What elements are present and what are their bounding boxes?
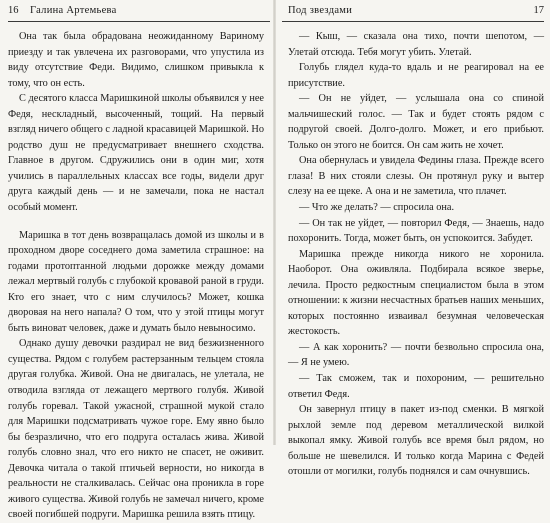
paragraph: — Он не уйдет, — услышала она со спиной мальчишеский голос. — Так и будет стоять рядом с подругой своей. Долго-долго. Может, и его прибьют. Только он этого не боится. Он сам жить не хочет. bbox=[288, 93, 544, 151]
left-page-text bbox=[8, 29, 270, 523]
paragraph: Она обернулась и увидела Федины глаза. Прежде всего глаза! В них стояли слезы. Он протянул руку и вытер слезу на ее щеке. А она и не заметила, что плачет. bbox=[288, 155, 544, 198]
right-page-text bbox=[282, 29, 544, 480]
left-page bbox=[8, 0, 270, 521]
paragraph: С десятого класса Маришкиной школы объявился у нее Федя, нескладный, высоченный, тощий. На первый взгляд ничего общего с ладной красавицей Маришкой. Но родство душ не предусматривает внешнего сходства. Главное в другом. Сдружились они в один миг, хотя учились в параллельных классах все годы, видели друг друга каждый день — и не замечали, пока не настал особый момент. bbox=[8, 93, 264, 214]
paragraph: Голубь глядел куда-то вдаль и не реагировал на ее присутствие. bbox=[288, 62, 544, 89]
left-page-number: 16 bbox=[8, 5, 19, 16]
paragraph: — Он так не уйдет, — повторил Федя, — Знаешь, надо похоронить. Тогда, может быть, он успокоится. Забудет. bbox=[288, 217, 544, 245]
paragraph: — Кыш, — сказала она тихо, почти шепотом, — Улетай отсюда. Тебя могут убить. Улетай. bbox=[288, 31, 544, 58]
book-gutter bbox=[273, 0, 276, 445]
right-page-number: 17 bbox=[533, 5, 544, 16]
right-page-header bbox=[282, 3, 544, 22]
paragraph: Она так была обрадована неожиданному Вариному приезду и так увлечена их разговорами, что упустила из виду отсутствие Феди. Видимо, слишком привыкла к тому, что он есть. bbox=[8, 31, 264, 89]
right-running-title: Под звездами bbox=[288, 5, 353, 16]
paragraph: — Что же делать? — спросила она. bbox=[299, 202, 455, 214]
paragraph: Маришка в тот день возвращалась домой из школы и в проходном дворе соседнего дома заметила страшное: на годами протоптанной людьми дорожке между домами лежал мертвый голубь с глубокой кровавой раной в груди. Кто его знает, что с ним случилось? Может, кошка дворовая на него напала? О том, что у этой птицы могут быть виноват человек, даже и думать было невыносимо. bbox=[8, 229, 264, 334]
left-running-title: Галина Артемьева bbox=[30, 5, 117, 16]
paragraph: — А как хоронить? — почти безвольно спросила она, — Я не умею. bbox=[288, 341, 544, 369]
paragraph: Маришка прежде никогда никого не хоронила. Наоборот. Она оживляла. Подбирала всякое зверье, лечила. Просто редкостным специалистом была в этом отношении: к жизни несчастных братьев наших меньших, которых постоянно изваивал безумная человеческая жестокость. bbox=[288, 248, 544, 338]
paragraph: — Так сможем, так и похороним, — решительно ответил Федя. bbox=[288, 373, 544, 400]
paragraph: Однако душу девочки раздирал не вид безжизненного существа. Рядом с голубем растерзанным тельцем стояла другая голубка. Живой. Она не двигалась, не улетала, не отводила взгляда от лежащего мертвого голубя. Живой голубь горевал. Такой ужасной, страшной мукой стало для Маришки подсматривать чужое горе. Ему явно было бы безразлично, что его подруга осталась жива. Живой голубь словно знал, что его никто не спасет, не оживит. Девочка читала о такой птичьей верности, но никогда в реальности не сталкивалась. Сейчас она проникла в горе живого существа. Живой голубь не замечал ничего, кроме своей погибшей подруги. Маришка решила взять птицу. bbox=[8, 338, 264, 521]
right-page bbox=[282, 0, 544, 478]
paragraph: Он завернул птицу в пакет из-под сменки. В мягкой рыхлой земле под деревом металлической вилкой выкопал ямку. Живой голубь все время был рядом, но больше не шевелился. И только когда Марина с Федей отошли от могилки, голубь поднялся и сам очнувшись. bbox=[288, 404, 544, 478]
left-page-header bbox=[8, 3, 270, 22]
